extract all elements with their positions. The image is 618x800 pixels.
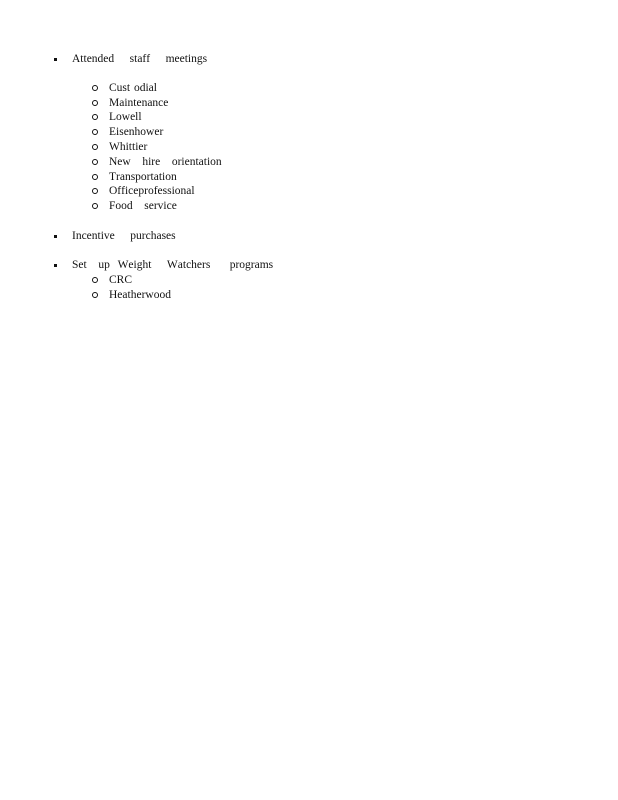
sub-item-label: Eisenhower <box>109 126 164 138</box>
sub-item-custodial <box>92 81 157 95</box>
sub-item-label: Cust odial <box>109 82 157 94</box>
sub-item-office-professional <box>92 184 195 198</box>
sub-item-label: Whittier <box>109 141 148 153</box>
circle-bullet-icon <box>92 203 98 209</box>
circle-bullet-icon <box>92 188 98 194</box>
square-bullet-icon <box>54 58 57 61</box>
bullet-item-weight-watchers <box>54 258 273 272</box>
sub-item-label: Officeprofessional <box>109 185 195 197</box>
circle-bullet-icon <box>92 277 98 283</box>
square-bullet-icon <box>54 235 57 238</box>
sub-item-label: Maintenance <box>109 97 169 109</box>
sub-item-lowell <box>92 110 142 124</box>
circle-bullet-icon <box>92 292 98 298</box>
sub-item-crc <box>92 273 132 287</box>
sub-item-label: Heatherwood <box>109 289 171 301</box>
sub-item-heatherwood <box>92 288 171 302</box>
square-bullet-icon <box>54 264 57 267</box>
sub-item-new-hire-orientation <box>92 155 222 169</box>
sub-item-label: New hire orientation <box>109 156 222 168</box>
bullet-item-staff-meetings <box>54 52 207 66</box>
circle-bullet-icon <box>92 144 98 150</box>
circle-bullet-icon <box>92 129 98 135</box>
circle-bullet-icon <box>92 159 98 165</box>
sub-item-maintenance <box>92 96 168 110</box>
bullet-label: Attended staff meetings <box>72 53 208 65</box>
sub-item-food-service <box>92 199 177 213</box>
sub-item-transportation <box>92 170 177 184</box>
circle-bullet-icon <box>92 100 98 106</box>
sub-item-whittier <box>92 140 147 154</box>
sub-item-label: Food service <box>109 200 177 212</box>
bullet-label: Incentive purchases <box>72 230 176 242</box>
sub-item-label: CRC <box>109 274 133 286</box>
bullet-label: Set up Weight Watchers programs <box>72 259 274 271</box>
sub-item-eisenhower <box>92 125 163 139</box>
sub-item-label: Transportation <box>109 171 177 183</box>
bullet-item-incentive-purchases <box>54 229 176 243</box>
circle-bullet-icon <box>92 174 98 180</box>
circle-bullet-icon <box>92 85 98 91</box>
sub-item-label: Lowell <box>109 111 142 123</box>
circle-bullet-icon <box>92 114 98 120</box>
